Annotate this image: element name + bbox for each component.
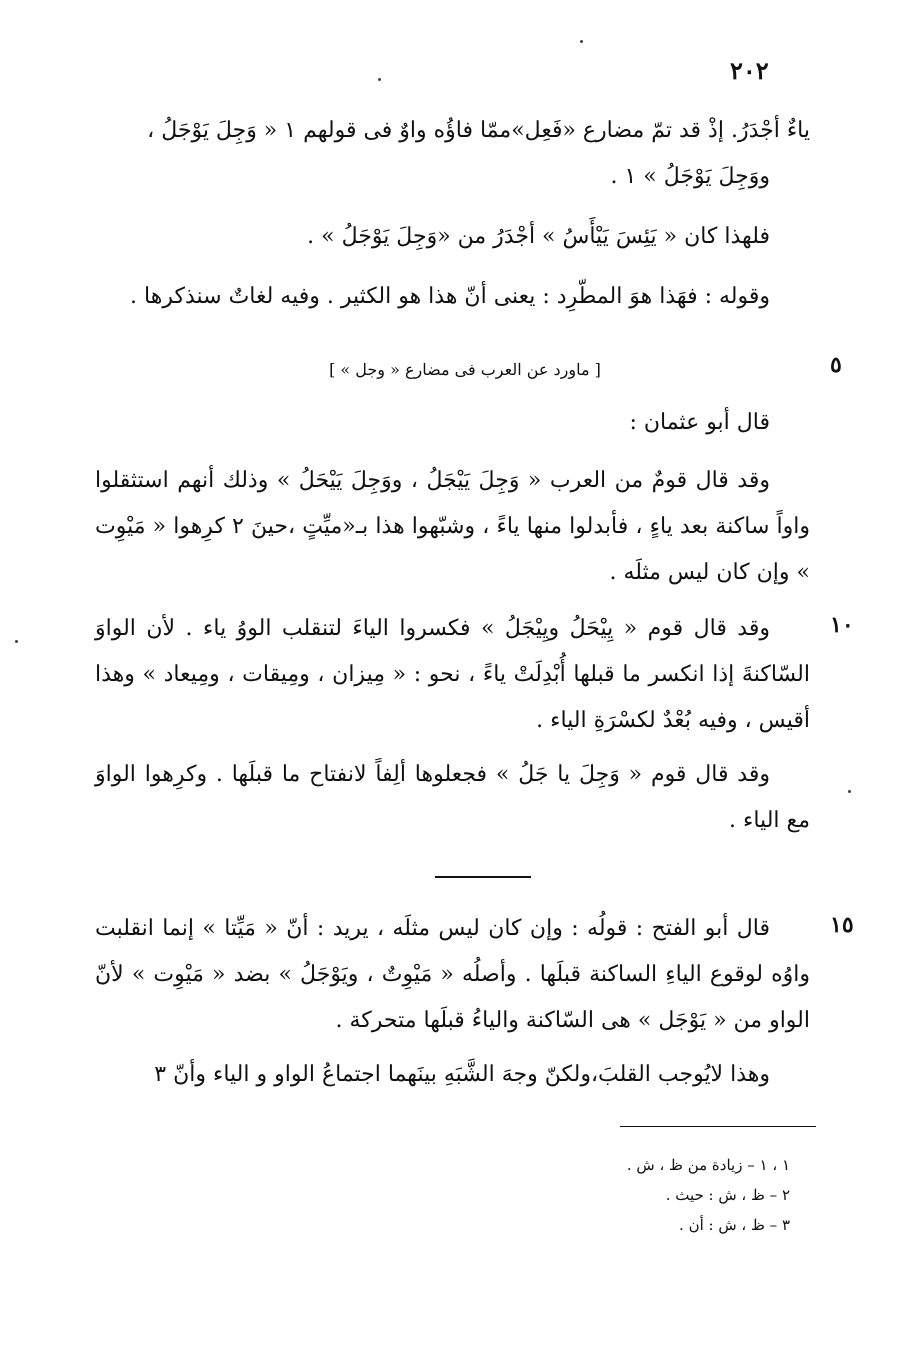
paragraph-2: فلهذا كان « يَئِسَ يَيْأَسُ » أجْدَرُ من «وَجِلَ يَوْجَلُ » .: [307, 224, 770, 249]
paragraph-4: وقد قال قومٌ من العرب « وَجِلَ يَيْجَلُ ، ووَجِلَ يَيْحَلُ » وذلك أنهم استثقلوا واواً ساكنة بعد ياءٍ ، فأبدلوا منها ياءً ، وشبّهوا هذا بـ«ميِّتٍ ،حينَ ٢ كرِهوا « مَيْوِت » وإن كان ليس مثلَه .: [95, 468, 810, 585]
text-line: ووَجِلَ يَوْجَلُ » ١ .: [610, 164, 770, 189]
section-divider: [435, 876, 531, 878]
speaker-2: قال أبو الفتح : قولُه : وإن كان ليس مثلَه ، يريد : أنّ « مَيِّتا » إنما انقلبت واوُه لوقوع الياءِ الساكنة قبلَها . وأصلُه « مَيْوِتٌ ، ويَوْجَلُ » بضد « مَيْوِت » لأنّ الواو من « يَوْجَل » هى السّاكنة والياءُ قبلَها متحركة .: [95, 916, 810, 1033]
footnote: ٢ – ظ ، ش : حيث .: [665, 1186, 790, 1204]
footnote: ٣ – ظ ، ش : أن .: [679, 1216, 790, 1234]
footnote-divider: [620, 1126, 816, 1127]
text-line: ياءٌ أجْدَرُ. إذْ قد تمّ مضارع «فَعِل»ممّا فاؤُه واوٌ فى قولهم ١ « وَجِلَ يَوْجَلُ ،: [147, 118, 810, 143]
page-number: ٢٠٢: [730, 56, 769, 85]
section-heading: [ ماورد عن العرب فى مضارع « وجل » ]: [329, 360, 601, 379]
paper-speck: [378, 78, 381, 81]
paper-speck: [15, 640, 18, 643]
line-number-10: ١٠: [830, 612, 854, 638]
paragraph-5: وقد قال قوم « يِيْحَلُ ويِيْجَلُ » فكسروا الياءَ لتنقلب الووُ ياء . لأن الواوَ السّاكنةَ إذا انكسر ما قبلها أُبْدِلَتْ ياءً ، نحو : « مِيزان ، ومِيقات ، ومِيعاد » وهذا أقيس ، وفيه بُعْدٌ لكسْرَةِ الياء .: [95, 616, 810, 733]
paragraph-7: وهذا لايُوجب القلبَ،ولكنّ وجهَ الشَّبَهِ بينَهما اجتماعُ الواو و الياء وأنّ ٣: [154, 1062, 770, 1087]
paragraph-1: [95, 108, 810, 200]
line-number-15: ١٥: [830, 912, 854, 938]
paper-speck: [580, 40, 583, 43]
speaker-1: قال أبو عثمان :: [629, 410, 770, 435]
paper-speck: [848, 790, 851, 793]
paragraph-3: وقوله : فهَذا هوَ المطّرِد : يعنى أنّ هذا هو الكثير . وفيه لغاتٌ سنذكرها .: [130, 284, 770, 309]
line-number-5: ٥: [830, 352, 842, 378]
paragraph-6: وقد قال قوم « وَجِلَ يا جَلُ » فجعلوها ألِفاً لانفتاح ما قبلَها . وكرِهوا الواوَ مع الياء .: [95, 762, 810, 833]
footnote: ١ ، ١ – زيادة من ظ ، ش .: [626, 1156, 790, 1174]
footnotes: [500, 1150, 790, 1240]
